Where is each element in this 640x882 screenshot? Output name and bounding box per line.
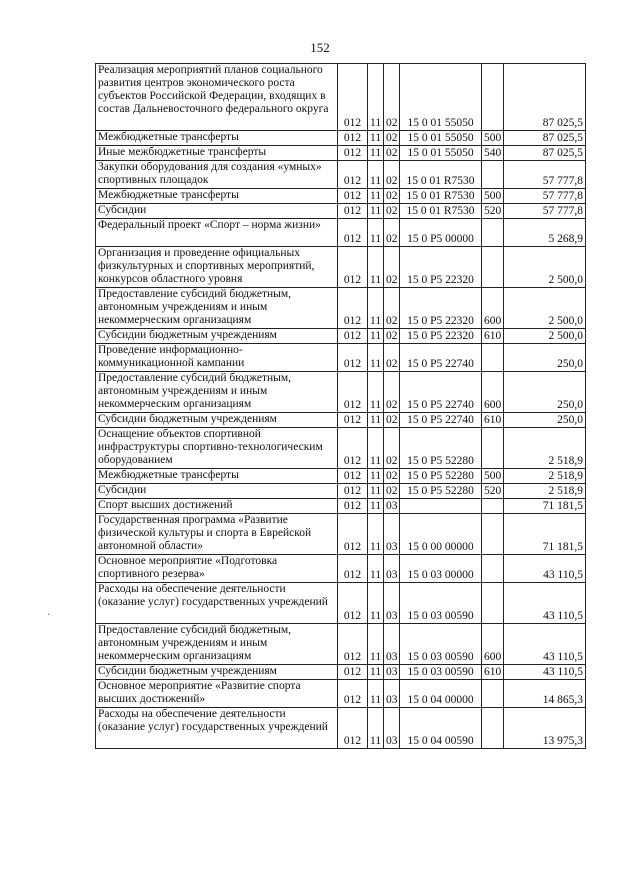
row-razdel: 11	[368, 329, 384, 344]
row-podrazdel: 02	[384, 372, 400, 413]
table-row	[96, 484, 586, 499]
table-row	[96, 665, 586, 680]
row-razdel: 11	[368, 624, 384, 665]
row-podrazdel: 02	[384, 161, 400, 189]
row-name: Предоставление субсидий бюджетным, автономным учреждениям и иным некоммерческим организациям	[96, 288, 338, 329]
row-expense-type: 600	[482, 372, 504, 413]
row-name: Межбюджетные трансферты	[96, 469, 338, 484]
row-podrazdel: 03	[384, 499, 400, 514]
table-row	[96, 413, 586, 428]
row-grbs: 012	[338, 329, 368, 344]
row-name: Межбюджетные трансферты	[96, 131, 338, 146]
row-target-article: 15 0 P5 52280	[400, 469, 482, 484]
row-podrazdel: 02	[384, 288, 400, 329]
row-podrazdel: 03	[384, 708, 400, 749]
row-podrazdel: 02	[384, 469, 400, 484]
row-razdel: 11	[368, 469, 384, 484]
row-razdel: 11	[368, 288, 384, 329]
row-razdel: 11	[368, 146, 384, 161]
table-row	[96, 469, 586, 484]
table-row	[96, 64, 586, 131]
row-grbs: 012	[338, 64, 368, 131]
row-sum: 43 110,5	[504, 555, 586, 583]
row-grbs: 012	[338, 514, 368, 555]
table-row	[96, 624, 586, 665]
row-name: Закупки оборудования для создания «умных» спортивных площадок	[96, 161, 338, 189]
row-expense-type: 610	[482, 329, 504, 344]
row-target-article: 15 0 03 00590	[400, 583, 482, 624]
row-expense-type	[482, 161, 504, 189]
row-grbs: 012	[338, 189, 368, 204]
row-expense-type: 600	[482, 624, 504, 665]
row-grbs: 012	[338, 161, 368, 189]
row-razdel: 11	[368, 189, 384, 204]
row-target-article: 15 0 04 00590	[400, 708, 482, 749]
row-sum: 87 025,5	[504, 146, 586, 161]
row-name: Федеральный проект «Спорт – норма жизни»	[96, 219, 338, 247]
row-sum: 250,0	[504, 413, 586, 428]
row-grbs: 012	[338, 708, 368, 749]
row-target-article: 15 0 P5 00000	[400, 219, 482, 247]
row-sum: 2 500,0	[504, 329, 586, 344]
row-podrazdel: 02	[384, 247, 400, 288]
row-expense-type: 500	[482, 469, 504, 484]
row-podrazdel: 02	[384, 484, 400, 499]
row-target-article: 15 0 P5 22740	[400, 372, 482, 413]
table-row	[96, 219, 586, 247]
row-target-article: 15 0 P5 22320	[400, 329, 482, 344]
row-razdel: 11	[368, 680, 384, 708]
row-podrazdel: 02	[384, 413, 400, 428]
table-row	[96, 372, 586, 413]
row-name: Оснащение объектов спортивной инфраструктуры спортивно-технологическим оборудованием	[96, 428, 338, 469]
row-podrazdel: 02	[384, 189, 400, 204]
row-sum: 71 181,5	[504, 499, 586, 514]
row-grbs: 012	[338, 484, 368, 499]
row-sum: 57 777,8	[504, 161, 586, 189]
row-expense-type	[482, 344, 504, 372]
row-name: Государственная программа «Развитие физической культуры и спорта в Еврейской автономной области»	[96, 514, 338, 555]
row-razdel: 11	[368, 344, 384, 372]
row-grbs: 012	[338, 344, 368, 372]
row-target-article: 15 0 01 55050	[400, 131, 482, 146]
row-grbs: 012	[338, 288, 368, 329]
row-sum: 2 518,9	[504, 469, 586, 484]
table-row	[96, 428, 586, 469]
row-target-article: 15 0 01 R7530	[400, 204, 482, 219]
row-grbs: 012	[338, 219, 368, 247]
row-sum: 43 110,5	[504, 583, 586, 624]
row-grbs: 012	[338, 680, 368, 708]
row-target-article: 15 0 04 00000	[400, 680, 482, 708]
row-podrazdel: 03	[384, 583, 400, 624]
row-expense-type: 600	[482, 288, 504, 329]
row-target-article: 15 0 P5 22740	[400, 344, 482, 372]
row-razdel: 11	[368, 64, 384, 131]
row-podrazdel: 02	[384, 64, 400, 131]
row-grbs: 012	[338, 469, 368, 484]
row-podrazdel: 03	[384, 514, 400, 555]
row-expense-type	[482, 583, 504, 624]
row-name: Спорт высших достижений	[96, 499, 338, 514]
row-name: Основное мероприятие «Развитие спорта высших достижений»	[96, 680, 338, 708]
table-row	[96, 146, 586, 161]
row-target-article: 15 0 01 R7530	[400, 161, 482, 189]
table-row	[96, 555, 586, 583]
row-sum: 43 110,5	[504, 665, 586, 680]
row-grbs: 012	[338, 583, 368, 624]
row-razdel: 11	[368, 708, 384, 749]
page-number: 152	[310, 40, 330, 55]
row-grbs: 012	[338, 499, 368, 514]
row-razdel: 11	[368, 413, 384, 428]
row-expense-type	[482, 680, 504, 708]
row-target-article: 15 0 01 55050	[400, 64, 482, 131]
row-podrazdel: 02	[384, 428, 400, 469]
table-row	[96, 288, 586, 329]
row-sum: 2 518,9	[504, 484, 586, 499]
row-target-article: 15 0 01 55050	[400, 146, 482, 161]
row-name: Субсидии бюджетным учреждениям	[96, 665, 338, 680]
budget-table	[95, 63, 586, 749]
row-grbs: 012	[338, 428, 368, 469]
row-expense-type: 500	[482, 189, 504, 204]
row-target-article: 15 0 00 00000	[400, 514, 482, 555]
table-row	[96, 189, 586, 204]
row-target-article: 15 0 03 00590	[400, 624, 482, 665]
row-grbs: 012	[338, 146, 368, 161]
row-sum: 57 777,8	[504, 189, 586, 204]
row-expense-type	[482, 64, 504, 131]
row-name: Предоставление субсидий бюджетным, автономным учреждениям и иным некоммерческим организациям	[96, 372, 338, 413]
table-row	[96, 344, 586, 372]
table-row	[96, 131, 586, 146]
row-grbs: 012	[338, 247, 368, 288]
row-podrazdel: 03	[384, 665, 400, 680]
row-expense-type	[482, 247, 504, 288]
row-expense-type	[482, 514, 504, 555]
row-razdel: 11	[368, 131, 384, 146]
row-podrazdel: 02	[384, 219, 400, 247]
row-razdel: 11	[368, 583, 384, 624]
row-podrazdel: 03	[384, 555, 400, 583]
row-sum: 250,0	[504, 372, 586, 413]
row-expense-type	[482, 219, 504, 247]
row-sum: 2 518,9	[504, 428, 586, 469]
row-sum: 2 500,0	[504, 247, 586, 288]
row-sum: 43 110,5	[504, 624, 586, 665]
row-razdel: 11	[368, 555, 384, 583]
row-podrazdel: 02	[384, 344, 400, 372]
row-grbs: 012	[338, 131, 368, 146]
table-row	[96, 329, 586, 344]
row-expense-type	[482, 708, 504, 749]
row-razdel: 11	[368, 219, 384, 247]
table-row	[96, 708, 586, 749]
table-row	[96, 680, 586, 708]
row-razdel: 11	[368, 484, 384, 499]
row-podrazdel: 03	[384, 680, 400, 708]
row-sum: 57 777,8	[504, 204, 586, 219]
row-name: Субсидии	[96, 204, 338, 219]
row-grbs: 012	[338, 372, 368, 413]
row-expense-type	[482, 428, 504, 469]
row-podrazdel: 02	[384, 329, 400, 344]
row-grbs: 012	[338, 204, 368, 219]
row-sum: 250,0	[504, 344, 586, 372]
row-grbs: 012	[338, 665, 368, 680]
row-podrazdel: 02	[384, 131, 400, 146]
row-grbs: 012	[338, 413, 368, 428]
row-razdel: 11	[368, 499, 384, 514]
row-razdel: 11	[368, 428, 384, 469]
row-name: Субсидии	[96, 484, 338, 499]
row-expense-type: 520	[482, 484, 504, 499]
row-expense-type: 610	[482, 413, 504, 428]
row-razdel: 11	[368, 161, 384, 189]
budget-table-body	[96, 64, 586, 749]
row-name: Расходы на обеспечение деятельности (оказание услуг) государственных учреждений	[96, 583, 338, 624]
row-target-article: 15 0 03 00590	[400, 665, 482, 680]
row-sum: 2 500,0	[504, 288, 586, 329]
table-row	[96, 204, 586, 219]
row-expense-type	[482, 499, 504, 514]
row-razdel: 11	[368, 665, 384, 680]
row-podrazdel: 02	[384, 146, 400, 161]
row-expense-type	[482, 555, 504, 583]
table-row	[96, 583, 586, 624]
row-target-article: 15 0 P5 22320	[400, 288, 482, 329]
row-razdel: 11	[368, 514, 384, 555]
row-name: Проведение информационно-коммуникационной кампании	[96, 344, 338, 372]
table-row	[96, 247, 586, 288]
row-grbs: 012	[338, 555, 368, 583]
row-razdel: 11	[368, 204, 384, 219]
row-target-article: 15 0 P5 52280	[400, 428, 482, 469]
row-expense-type: 540	[482, 146, 504, 161]
row-sum: 87 025,5	[504, 64, 586, 131]
scan-dot: ·	[47, 610, 51, 621]
row-name: Межбюджетные трансферты	[96, 189, 338, 204]
row-expense-type: 520	[482, 204, 504, 219]
row-target-article: 15 0 P5 22320	[400, 247, 482, 288]
row-grbs: 012	[338, 624, 368, 665]
row-sum: 14 865,3	[504, 680, 586, 708]
row-target-article: 15 0 01 R7530	[400, 189, 482, 204]
row-podrazdel: 02	[384, 204, 400, 219]
row-sum: 87 025,5	[504, 131, 586, 146]
row-podrazdel: 03	[384, 624, 400, 665]
row-expense-type: 500	[482, 131, 504, 146]
row-name: Субсидии бюджетным учреждениям	[96, 413, 338, 428]
table-row	[96, 161, 586, 189]
row-expense-type: 610	[482, 665, 504, 680]
row-name: Расходы на обеспечение деятельности (оказание услуг) государственных учреждений	[96, 708, 338, 749]
row-name: Предоставление субсидий бюджетным, автономным учреждениям и иным некоммерческим организациям	[96, 624, 338, 665]
row-razdel: 11	[368, 372, 384, 413]
row-name: Организация и проведение официальных физкультурных и спортивных мероприятий, конкурсов областного уровня	[96, 247, 338, 288]
table-row	[96, 514, 586, 555]
row-target-article: 15 0 P5 22740	[400, 413, 482, 428]
row-sum: 5 268,9	[504, 219, 586, 247]
row-sum: 13 975,3	[504, 708, 586, 749]
row-sum: 71 181,5	[504, 514, 586, 555]
row-name: Реализация мероприятий планов социального развития центров экономического роста субъектов Российской Федерации, входящих в состав Дальневосточного федерального округа	[96, 64, 338, 131]
table-row	[96, 499, 586, 514]
row-target-article	[400, 499, 482, 514]
row-name: Субсидии бюджетным учреждениям	[96, 329, 338, 344]
row-target-article: 15 0 03 00000	[400, 555, 482, 583]
row-razdel: 11	[368, 247, 384, 288]
row-name: Иные межбюджетные трансферты	[96, 146, 338, 161]
row-target-article: 15 0 P5 52280	[400, 484, 482, 499]
row-name: Основное мероприятие «Подготовка спортивного резерва»	[96, 555, 338, 583]
